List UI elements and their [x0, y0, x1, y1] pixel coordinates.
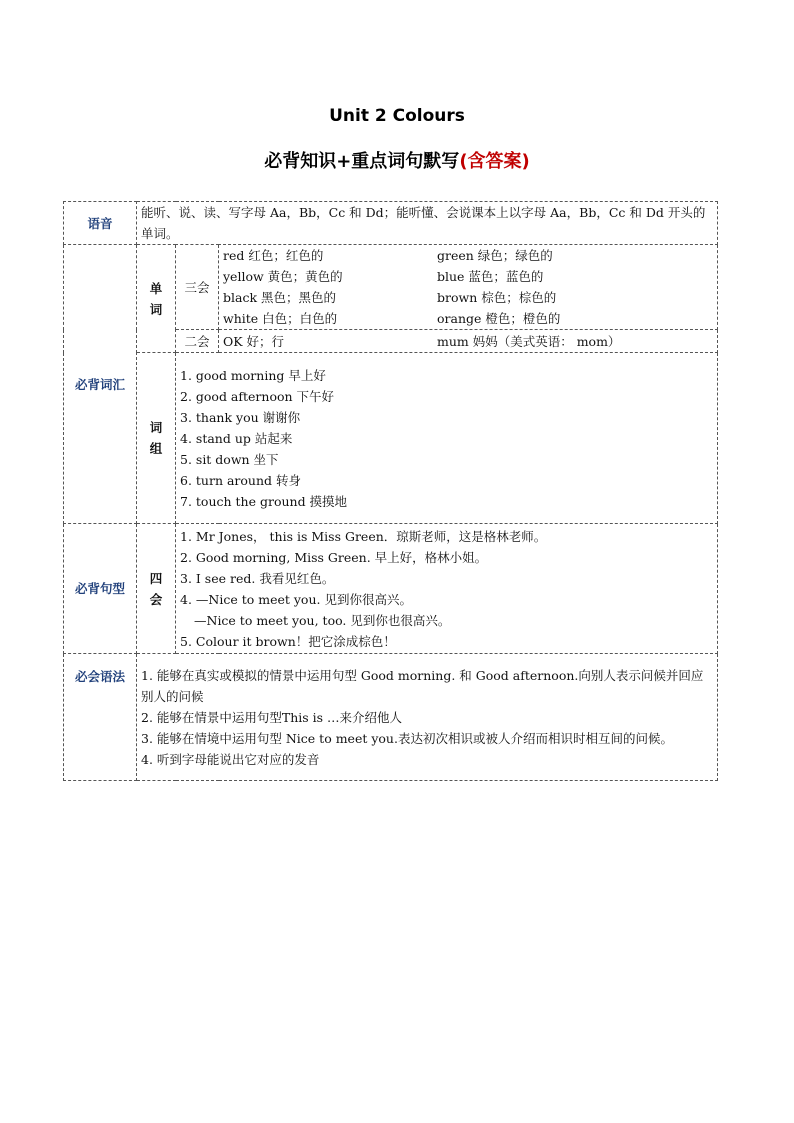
words-label: [137, 245, 176, 353]
word-item: orange 橙色；橙色的: [437, 311, 561, 326]
level-label-char: 会: [149, 591, 163, 607]
phrase-list: [176, 353, 718, 524]
grammar-item: 4. 听到字母能说出它对应的发音: [141, 751, 320, 767]
page-subtitle: [0, 147, 794, 173]
grammar-label: 必会语法: [64, 654, 137, 781]
word-item: blue 蓝色；蓝色的: [437, 269, 544, 284]
phrase-item: 6. turn around 转身: [180, 472, 302, 488]
phrase-item: 3. thank you 谢谢你: [180, 409, 301, 425]
grammar-list: [137, 654, 718, 781]
phrase-item: 1. good morning 早上好: [180, 367, 326, 383]
pronunciation-row: [64, 202, 718, 245]
pronunciation-text: 能听、说、读、写字母 Aa，Bb，Cc 和 Dd；能听懂、会说课本上以字母 Aa，Bb，Cc 和 Dd 开头的单词。: [137, 202, 718, 245]
sentence-item: 1. Mr Jones， this is Miss Green．琼斯老师，这是格林老师。: [180, 528, 547, 544]
two-skill-label: 二会: [176, 330, 219, 353]
word-row: [223, 245, 713, 266]
vocab-phrases-row: [64, 353, 718, 524]
vocabulary-label: 必背词汇: [64, 245, 137, 524]
phrases-label-char: 组: [149, 441, 163, 456]
phrases-label-char: 词: [149, 420, 163, 435]
phrase-item: 2. good afternoon 下午好: [180, 388, 335, 404]
sentence-item: 4. —Nice to meet you. 见到你很高兴。: [180, 591, 412, 607]
word-item: red 红色；红色的: [223, 248, 324, 263]
grammar-item: 1. 能够在真实或模拟的情景中运用句型 Good morning. 和 Good afternoon.向别人表示问候并回应别人的问候: [141, 667, 704, 704]
phrase-item: 4. stand up 站起来: [180, 430, 293, 446]
knowledge-table: [63, 201, 718, 781]
word-item: yellow 黄色；黄色的: [223, 269, 343, 284]
word-item: OK 好；行: [223, 333, 285, 349]
words-label-char: 单: [149, 280, 163, 296]
word-row: [223, 331, 713, 352]
word-item: black 黑色；黑色的: [223, 290, 337, 305]
phrase-item: 5. sit down 坐下: [180, 451, 279, 467]
sentence-item: —Nice to meet you, too. 见到你也很高兴。: [194, 612, 451, 628]
words-label-char: 词: [149, 301, 163, 317]
subtitle-answer-note: (含答案): [459, 151, 530, 172]
level-label-char: 四: [149, 570, 163, 586]
word-item: green 绿色；绿色的: [437, 248, 553, 263]
sentences-level-label: [137, 524, 176, 654]
sentences-label: 必背句型: [64, 524, 137, 654]
phrases-label: [137, 353, 176, 524]
phrase-item: 7. touch the ground 摸摸地: [180, 493, 348, 509]
three-skill-label: 三会: [176, 245, 219, 330]
pronunciation-label: 语音: [64, 202, 137, 245]
word-item: white 白色；白色的: [223, 311, 338, 326]
word-row: [223, 266, 713, 287]
vocab-three-skill-row: [64, 245, 718, 330]
grammar-item: 2. 能够在情景中运用句型This is …来介绍他人: [141, 709, 403, 725]
sentences-row: [64, 524, 718, 654]
sentence-list: [176, 524, 718, 654]
subtitle-main: 必背知识+重点词句默写: [264, 151, 460, 172]
sentence-item: 2. Good morning, Miss Green. 早上好，格林小姐。: [180, 549, 488, 565]
word-row: [223, 287, 713, 308]
sentence-item: 3. I see red. 我看见红色。: [180, 570, 335, 586]
grammar-row: [64, 654, 718, 781]
word-item: brown 棕色；棕色的: [437, 290, 557, 305]
word-item: mum 妈妈（美式英语： mom）: [437, 333, 621, 349]
three-skill-words: [219, 245, 718, 330]
word-row: [223, 308, 713, 329]
two-skill-words: [219, 330, 718, 353]
page-title: Unit 2 Colours: [329, 106, 465, 126]
grammar-item: 3. 能够在情境中运用句型 Nice to meet you.表达初次相识或被人介绍而相识时相互间的问候。: [141, 730, 673, 746]
sentence-item: 5. Colour it brown！把它涂成棕色！: [180, 633, 396, 649]
